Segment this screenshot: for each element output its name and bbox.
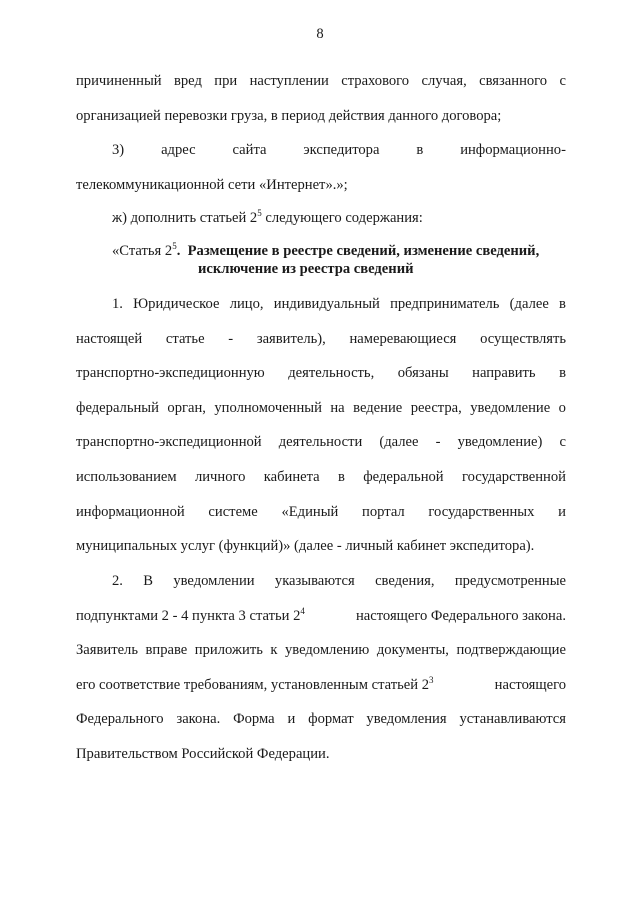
word: с	[559, 434, 566, 451]
word: вред	[173, 73, 202, 89]
word: причиненный	[76, 73, 162, 89]
word: Юридическое	[133, 296, 220, 312]
word: Заявитель	[76, 642, 138, 659]
word: сайта	[232, 142, 267, 158]
word: транспортно-экспедиционной	[76, 434, 262, 451]
word: «Единый	[281, 503, 339, 520]
article-lead-sup: 5	[172, 241, 177, 252]
word: -	[435, 434, 441, 451]
word: вправе	[145, 642, 188, 659]
word: федеральной	[363, 468, 444, 485]
word: В	[143, 573, 153, 589]
word: уведомление	[470, 399, 551, 416]
word: намеревающиеся	[349, 330, 457, 347]
word: -	[228, 330, 234, 347]
word: осуществлять	[480, 330, 566, 347]
justified-line	[76, 571, 566, 606]
word: устанавливаются	[459, 711, 566, 728]
word: формат	[308, 711, 354, 728]
p2-line4-b: настоящего	[494, 676, 566, 693]
word: личного	[194, 468, 246, 485]
word: в	[416, 142, 424, 158]
word: приложить	[194, 642, 263, 659]
word: кабинета	[263, 468, 320, 485]
word: уполномоченный	[214, 399, 322, 416]
word: 1.	[112, 296, 123, 312]
word: информационной	[76, 503, 185, 520]
p2-line4-a: его соответствие требованиям, установленным статьей 2	[76, 676, 429, 693]
justified-line	[76, 432, 566, 467]
p2-line4-sup: 3	[429, 674, 434, 685]
word: уведомления	[366, 711, 447, 728]
text-line: Правительством Российской Федерации.	[76, 745, 330, 762]
word: и	[287, 711, 296, 728]
word: портал	[362, 503, 405, 520]
word: страхового	[341, 73, 410, 89]
amend-text: ж) дополнить статьей 2	[112, 210, 258, 226]
word: указываются	[274, 573, 355, 589]
word: ведение	[353, 399, 403, 416]
amendment-line	[76, 208, 566, 243]
justified-line	[76, 709, 566, 744]
word: предусмотренные	[454, 573, 566, 589]
justified-line	[76, 502, 566, 537]
word: и	[558, 503, 566, 520]
word: на	[330, 399, 345, 416]
justified-line	[76, 140, 566, 175]
amend-sup: 5	[257, 208, 262, 219]
justified-line	[76, 398, 566, 433]
word: при	[214, 73, 238, 89]
word: реестра,	[410, 399, 462, 416]
paragraph-continuation	[76, 71, 566, 140]
word: государственных	[428, 503, 535, 520]
word: в	[559, 296, 566, 312]
word: статье	[165, 330, 205, 347]
word: 3)	[112, 142, 125, 158]
word: о	[558, 399, 566, 416]
word: связанного	[479, 73, 548, 89]
text-line: телекоммуникационной сети «Интернет».»;	[76, 176, 348, 193]
paragraph-2	[76, 571, 566, 779]
word: уведомлении	[173, 573, 255, 589]
word: случая,	[421, 73, 467, 89]
word: лицо,	[229, 296, 264, 312]
word: предприниматель	[390, 296, 500, 312]
word: настоящей	[76, 330, 143, 347]
word: с	[559, 73, 566, 89]
article-lead: «Статья 2	[112, 243, 173, 259]
word: в	[337, 468, 345, 485]
word: закона.	[176, 711, 221, 728]
word: информационно-	[460, 142, 566, 158]
article-title-line2: исключение из реестра сведений	[198, 261, 414, 277]
word: направить	[472, 365, 536, 382]
word: орган,	[167, 399, 206, 416]
word: адрес	[161, 142, 196, 158]
word: (далее	[509, 296, 549, 312]
word: обязаны	[397, 365, 449, 382]
word: деятельности	[278, 434, 363, 451]
text-line: организацией перевозки груза, в период действия данного договора;	[76, 107, 502, 124]
justified-line	[76, 467, 566, 502]
p2-line2-a: подпунктами 2 - 4 пункта 3 статьи 2	[76, 607, 301, 624]
word: Федерального	[76, 711, 164, 728]
word: экспедитора	[303, 142, 380, 158]
justified-line	[76, 71, 566, 106]
justified-line	[76, 363, 566, 398]
word: федеральный	[76, 399, 159, 416]
word: 2.	[112, 573, 123, 589]
paragraph-1	[76, 294, 566, 571]
article-title-line1: Размещение в реестре сведений, изменение сведений,	[187, 243, 540, 259]
justified-line	[76, 294, 566, 329]
word: деятельность,	[288, 365, 375, 382]
word: (далее	[379, 434, 419, 451]
word: к	[270, 642, 278, 659]
justified-line-with-sup	[76, 606, 566, 641]
word: системе	[208, 503, 258, 520]
justified-line-with-sup	[76, 675, 566, 710]
word: подтверждающие	[456, 642, 566, 659]
word: уведомление)	[457, 434, 543, 451]
word: сведения,	[375, 573, 435, 589]
word: Форма	[233, 711, 275, 728]
article-heading: «Статья $2^5$. Размещение в реестре сведений, изменение сведений, исключение из реестра сведений	[112, 242, 582, 278]
word: транспортно-экспедиционную	[76, 365, 265, 382]
word: использованием	[76, 468, 177, 485]
p2-line2-sup: 4	[300, 605, 305, 616]
word: в	[559, 365, 566, 382]
item-3	[76, 140, 566, 209]
p2-line2-b: настоящего Федерального закона.	[355, 607, 566, 624]
page-number: 8	[316, 26, 324, 42]
justified-line	[76, 640, 566, 675]
word: наступлении	[249, 73, 329, 89]
justified-line	[76, 329, 566, 364]
word: государственной	[461, 468, 566, 485]
amend-tail: следующего содержания:	[261, 210, 423, 226]
word: документы,	[376, 642, 449, 659]
word: индивидуальный	[273, 296, 380, 312]
text-line: муниципальных услуг (функций)» (далее - личный кабинет экспедитора).	[76, 538, 535, 555]
word: заявитель),	[256, 330, 326, 347]
word: уведомлению	[284, 642, 370, 659]
